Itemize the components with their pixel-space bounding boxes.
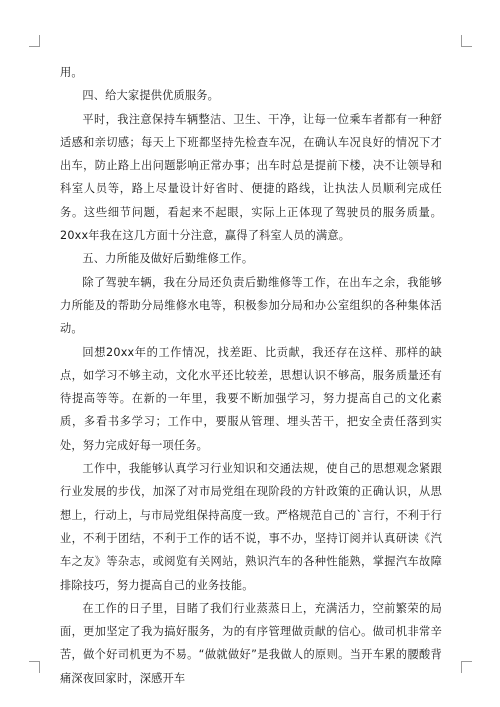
section-heading-5: 五、力所能及做好后勤维修工作。 <box>82 252 254 266</box>
paragraph-service: 平时，我注意保持车辆整洁、卫生、干净，让每一位乘车者都有一种舒适感和亲切感；每天上下班都坚持先检查车况，在确认车况良好的情况下才出车，防止路上出问题影响正常办事；出车时总是提前下楼，决不让领导和科室人员等，路上尽量设计好省时、便捷的路线，让执法人员顺利完成任务。这些细节问题，看起来不起眼，实际上正体现了驾驶员的服务质量。20xx年我在这几方面十分注意，赢得了科室人员的满意。 <box>60 112 442 243</box>
paragraph-review: 回想20xx年的工作情况，找差距、比贡献，我还存在这样、那样的缺点，如学习不够主动，文化水平还比较差，思想认识不够高，服务质量还有待提高等等。在新的一年里，我要不断加强学习，努力提高自己的文化素质，多看书多学习；工作中，要服从管理、埋头苦干，把安全责任落到实处，努力完成好每一项任务。 <box>60 345 442 452</box>
page-corner-mark-bottom-left <box>29 661 40 673</box>
paragraph-learning: 工作中，我能够认真学习行业知识和交通法规，使自己的思想观念紧跟行业发展的步伐，加深了对市局党组在现阶段的方针政策的正确认识，从思想上，行动上，与市局党组保持高度一致。严格规范自己的`言行，不利于行业，不利于团结，不利于工作的话不说，事不办，坚持订阅并认真研读《汽车之友》等杂志，或阅览有关网站，熟识汽车的各种性能熟，掌握汽车故障排除技巧，努力提高自己的业务技能。 <box>60 462 442 592</box>
paragraph-continuation: 用。 <box>60 66 83 79</box>
page-corner-mark-top-right <box>461 35 472 47</box>
section-heading-4: 四、给大家提供优质服务。 <box>82 89 220 103</box>
document-body <box>60 61 442 690</box>
paragraph-reflection: 在工作的日子里，目睹了我们行业蒸蒸日上，充满活力，空前繁荣的局面，更加坚定了我为搞好服务，为的有序管理做贡献的信心。做司机非常辛苦，做个好司机更为不易。“做就做好”是我做人的原则。当开车累的腰酸背痛深夜回家时，深感开车 <box>60 601 442 685</box>
page-corner-mark-bottom-right <box>461 661 472 673</box>
paragraph-maintenance: 除了驾驶车辆，我在分局还负责后勤维修等工作，在出车之余，我能够力所能及的帮助分局维修水电等，积极参加分局和办公室组织的各种集体活动。 <box>60 275 442 336</box>
page-corner-mark-top-left <box>29 35 40 47</box>
